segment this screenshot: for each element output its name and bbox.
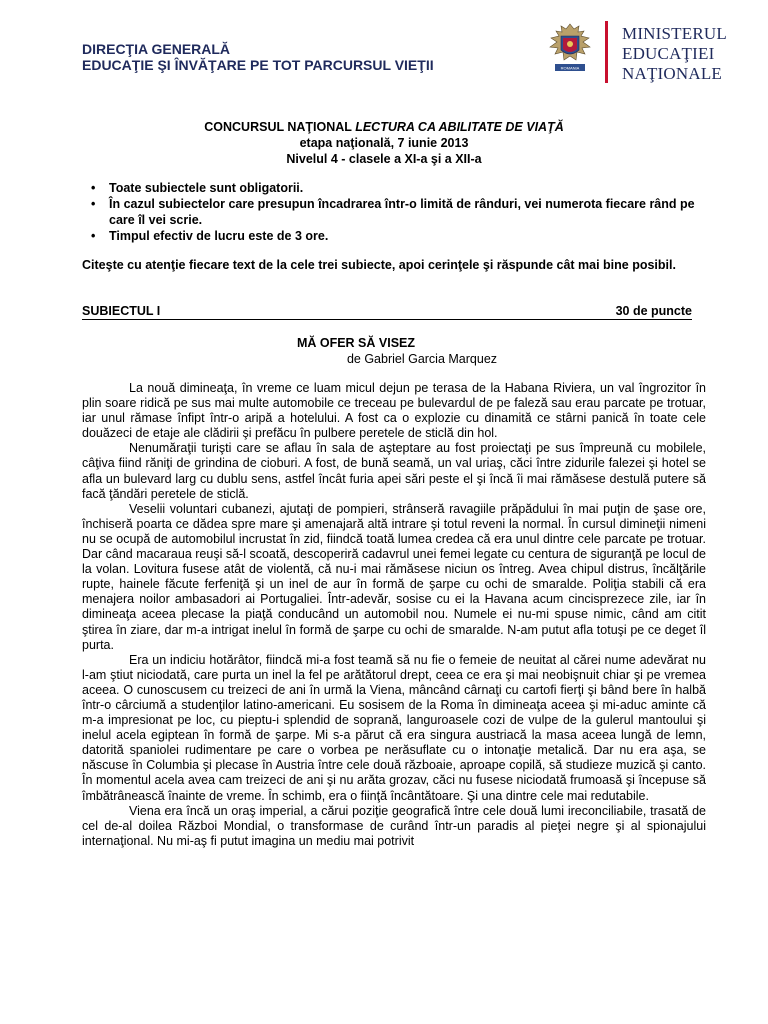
instruction-text: Citeşte cu atenţie fiecare text de la cele trei subiecte, apoi cerinţele şi răspunde cât mai bine posibil. — [82, 258, 676, 272]
rule-item — [86, 228, 706, 244]
text-title: MĂ OFER SĂ VISEZ — [296, 336, 416, 350]
subject-label: SUBIECTUL I — [82, 304, 161, 318]
directorate-name — [82, 41, 434, 73]
subject-points: 30 de puncte — [615, 304, 692, 318]
story-paragraph: Viena era încă un oraş imperial, a cărui poziţie geografică între cele două lumi ireconciliabile, trasată de cel de-al doilea Război Mondial, o transformase de curând într-un paradis al pieţei negre şi al spionajului internaţional. Nu mi-aş fi putut imagina un mediu mai potrivit — [82, 803, 706, 848]
subject-header — [82, 304, 692, 320]
directorate-line-2: EDUCAŢIE ŞI ÎNVĂŢARE PE TOT PARCURSUL VIEŢII — [82, 57, 434, 73]
crest-label: ROMANIA — [560, 65, 580, 71]
story-paragraph: Veselii voluntari cubanezi, ajutaţi de pompieri, strânseră ravagiile prăpădului în mai puţin de şase ore, închiseră poarta ce dădea spre mare şi amenajară altă intrare şi totul reveni la normal. În cursul dimineţii nimeni nu se ocupă de automobilul incrustat în zid, fiindcă toată lumea credea că era unul dintre cele parcate pe trotuar. Dar când macaraua reuşi să-l scoată, descoperiră cadavrul unei femei legate cu centura de siguranţă pe locul de la volan. Lovitura fusese atât de violentă, că nu-i mai rămăsese niciun os întreg. Avea chipul distrus, încălţările rupte, hainele făcute ferfeniţă şi un inel de aur în formă de şarpe cu ochi de smaralde. Poliţia stabili că era menajera noilor ambasadori ai Portugaliei. Într-adevăr, sosise cu ei la Havana acum cincisprezece zile, iar în dimineaţa aceea plecase la piaţă conducând un automobil nou. Numele ei nu-mi spuse nimic, când am citit ştirea în ziare, dar m-a intrigat inelul în formă de şarpe cu ochi de smaralde. N-am putut afla totuşi pe ce deget îl purta. — [82, 501, 706, 652]
bullet-icon: • — [91, 229, 96, 243]
ministry-line-1: MINISTERUL — [622, 24, 727, 43]
story-paragraph: Era un indiciu hotărâtor, fiindcă mi-a fost teamă să nu fie o femeie de neuitat al cărei nume adevărat nu l-am ştiut niciodată, care purta un inel la fel pe arătătorul drept, ceea ce era şi mai neobişnuit chiar şi pe vremea aceea. O cunoscusem cu treizeci de ani în urmă la Viena, mâncând cârnaţi cu cartofi fierţi şi bând bere în halbă într-o cârciumă a studenţilor latino-americani. Eu sosisem de la Roma în dimineaţa aceea şi mi-aduc aminte că m-a impresionat pe loc, cu pieptu-i splendid de soprană, languroasele cozi de vulpe de la gulerul mantoului şi inelul acela egiptean în formă de şarpe. Mi s-a părut că era singura austriacă la masa aceea lungă de lemn, datorită spaniolei rudimentare pe care o vorbea pe nerăsuflate cu o intonaţie metalică. Dar nu era aşa, se născuse în Columbia şi plecase în Austria între cele două războaie, aproape copilă, să studieze muzică şi canto. În momentul acela avea cam treizeci de ani şi nu arăta grozav, căci nu fusese niciodată frumoasă şi începuse să îmbătrânească înainte de vreme. În schimb, era o fiinţă încântătoare. Şi una dintre cele mai redutabile. — [82, 652, 706, 803]
ministry-line-3: NAŢIONALE — [622, 64, 722, 83]
contest-titles — [0, 119, 768, 167]
contest-title-prefix: CONCURSUL NAŢIONAL — [204, 120, 356, 134]
contest-stage: etapa naţională, 7 iunie 2013 — [299, 136, 469, 150]
contest-title-italic: LECTURA CA ABILITATE DE VIAŢĂ — [355, 120, 564, 134]
contest-title — [0, 119, 768, 135]
ministry-line-2: EDUCAŢIEI — [622, 44, 715, 63]
story-paragraph: Nenumăraţii turişti care se aflau în sala de aşteptare au fost proiectaţi pe sus împreună cu mobilele, câţiva fiind răniţi de grindina de cioburi. A fost, de bună seamă, un val uriaş, căci între zidurile falezei şi hotel se afla un bulevard larg cu dublu sens, astfel încât furia apei sări peste el şi încă îi mai rămăsese destulă putere să facă ţăndări peretele de sticlă. — [82, 441, 706, 501]
text-heading — [0, 335, 768, 367]
rule-item — [86, 196, 706, 228]
romania-coat-of-arms-icon — [543, 20, 597, 82]
bullet-icon: • — [91, 197, 96, 211]
rule-text: Timpul efectiv de lucru este de 3 ore. — [109, 229, 329, 243]
story-paragraph: La nouă dimineaţa, în vreme ce luam micul dejun pe terasa de la Habana Riviera, un val îngrozitor în plin soare ridică pe sus mai multe automobile ce treceau pe bulevardul de pe faleză sau erau parcate pe trotuar, iar unul rămase înfipt într-o aripă a hotelului. A fost ca o explozie cu dinamită ce stârni panică în toate cele douăzeci de etaje ale clădirii şi prefăcu în pulbere peretele de sticlă din hol. — [82, 381, 706, 441]
rule-text: Toate subiectele sunt obligatorii. — [109, 181, 304, 195]
ministry-name — [622, 24, 727, 84]
rule-item — [86, 180, 706, 196]
rules-list — [86, 180, 706, 244]
rule-text: În cazul subiectelor care presupun încadrarea într-o limită de rânduri, vei numerota fiecare rând pe care îl vei scrie. — [109, 197, 695, 227]
text-author: de Gabriel Garcia Marquez — [346, 352, 498, 366]
story-text — [82, 381, 706, 849]
header-divider — [605, 21, 608, 83]
contest-level: Nivelul 4 - clasele a XI-a şi a XII-a — [286, 152, 482, 166]
bullet-icon: • — [91, 181, 96, 195]
directorate-line-1: DIRECŢIA GENERALĂ — [82, 41, 231, 57]
